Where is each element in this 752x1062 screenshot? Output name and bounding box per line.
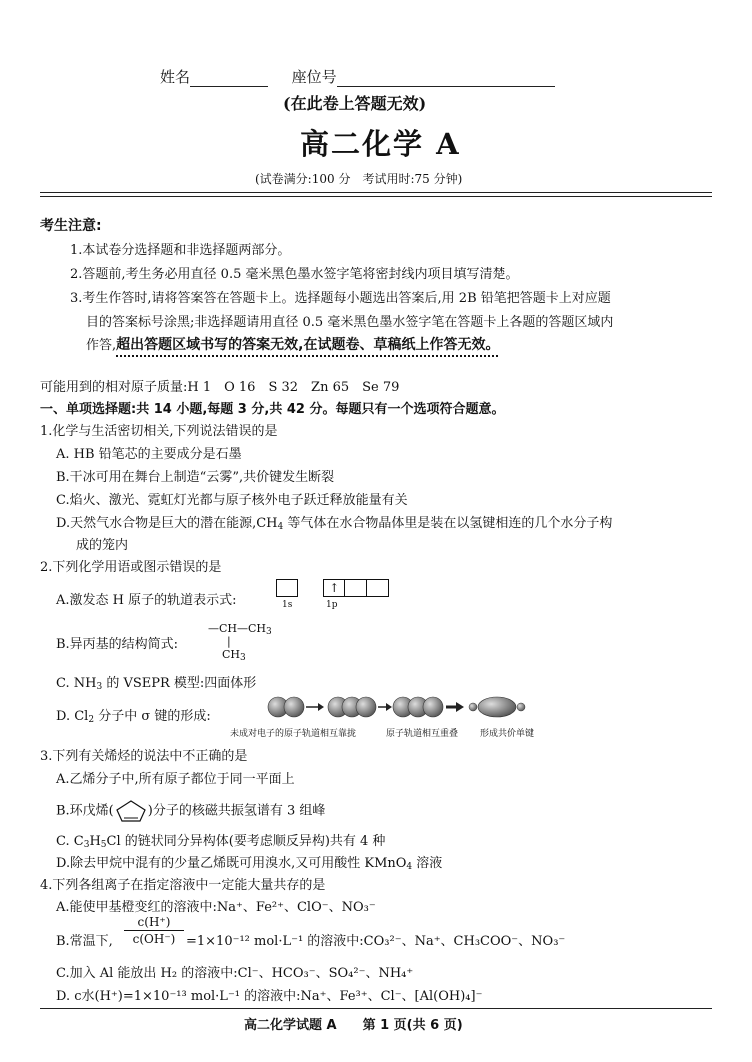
- q2-d-text-1: D. Cl: [56, 709, 89, 724]
- q1-stem: 1.化学与生活密切相关,下列说法错误的是: [40, 424, 278, 439]
- header-rule-bottom: [40, 196, 712, 197]
- q2-c-text-2: 的 VSEPR 模型:四面体形: [102, 676, 257, 691]
- q1-d-text-2: 等气体在水合物晶体里是装在以氢键相连的几个水分子构: [283, 516, 613, 531]
- q2-option-c: [56, 672, 256, 692]
- q1-option-b: B.干冰可用在舞台上制造“云雾”,共价键发生断裂: [56, 470, 335, 485]
- cyclopentene-icon: [114, 799, 148, 823]
- arrow-right-icon: [306, 703, 324, 711]
- q3-c-sub-2: 5: [100, 840, 107, 850]
- q3-c-sub-1: 3: [83, 840, 90, 850]
- q1-option-a: A. HB 铅笔芯的主要成分是石墨: [56, 447, 242, 462]
- sigma-caption-3: 形成共价单键: [480, 729, 535, 739]
- exam-title: 高二化学 A: [300, 127, 461, 161]
- attention-item-3-line1: 3.考生作答时,请将答案答在答题卡上。选择题每小题选出答案后,用 2B 铅笔把答题卡上对应题: [70, 291, 611, 306]
- q1-option-c: C.焰火、激光、霓虹灯光都与原子核外电子跃迁释放能量有关: [56, 493, 408, 508]
- q2-d-sub: 2: [88, 715, 95, 725]
- arrow-right-icon: [446, 702, 464, 712]
- q3-c-text-3: Cl 的链状同分异构体(要考虑顺反异构)共有 4 种: [106, 834, 386, 849]
- fraction-denominator: c(OH⁻): [132, 932, 176, 946]
- approaching-orbitals-icon: [328, 697, 376, 717]
- attention-item-3-lead: 作答,: [86, 338, 117, 353]
- invalid-notice: (在此卷上答题无效): [283, 94, 427, 113]
- orbital-diagram: [276, 579, 389, 597]
- q2-option-a: A.激发态 H 原子的轨道表示式:: [56, 593, 237, 608]
- q3-c-text-1: C. C: [56, 834, 84, 849]
- sigma-caption-1: 未成对电子的原子轨道相互靠拢: [230, 729, 357, 739]
- q4-option-c: C.加入 Al 能放出 H₂ 的溶液中:Cl⁻、HCO₃⁻、SO₄²⁻、NH₄⁺: [56, 966, 414, 981]
- q3-c-text-2: H: [89, 834, 101, 849]
- q3-option-d: [56, 852, 442, 872]
- isopropyl-branch-text: CH: [222, 648, 241, 661]
- single-bond-orbital-icon: [469, 697, 525, 717]
- q4-stem: 4.下列各组离子在指定溶液中一定能大量共存的是: [40, 878, 326, 893]
- spin-up-arrow-icon: ↑: [329, 581, 340, 595]
- q3-option-b: [56, 799, 325, 823]
- q2-option-d: [56, 705, 211, 725]
- attention-item-3-line2: 目的答案标号涂黑;非选择题请用直径 0.5 毫米黑色墨水签字笔在答题卡上各题的答题区域内: [86, 315, 614, 330]
- attention-emphasis: 超出答题区域书写的答案无效,在试题卷、草稿纸上作答无效。: [116, 337, 500, 353]
- orbital-box-1p-3: [367, 579, 389, 597]
- isopropyl-main-sub: 3: [266, 627, 272, 637]
- attention-item-3-line3: [86, 334, 499, 354]
- q1-d-sub: 4: [277, 522, 284, 532]
- q4-option-d: D. c水(H⁺)=1×10⁻¹³ mol·L⁻¹ 的溶液中:Na⁺、Fe³⁺、Cl⁻、[Al(OH)₄]⁻: [56, 989, 483, 1004]
- name-label: 姓名: [160, 68, 191, 86]
- overlapping-orbitals-icon: [393, 697, 443, 717]
- isopropyl-main-chain: —CH—CH: [208, 622, 267, 635]
- q4-b-fraction: [124, 914, 184, 947]
- q3-d-text-2: 溶液: [412, 856, 443, 871]
- attention-item-2: 2.答题前,考生务必用直径 0.5 毫米黑色墨水签字笔将密封线内项目填写清楚。: [70, 267, 519, 282]
- isopropyl-branch-sub: 3: [240, 653, 246, 663]
- q3-d-sub: 4: [406, 862, 413, 872]
- q2-option-b: B.异丙基的结构简式:: [56, 637, 179, 652]
- attention-item-1: 1.本试卷分选择题和非选择题两部分。: [70, 243, 291, 258]
- q3-option-a: A.乙烯分子中,所有原子都位于同一平面上: [56, 772, 295, 787]
- orbital-label-1p: 1p: [326, 600, 338, 610]
- q2-stem: 2.下列化学用语或图示错误的是: [40, 560, 222, 575]
- q3-b-text-1: B.环戊烯(: [56, 803, 114, 819]
- q3-d-text-1: D.除去甲烷中混有的少量乙烯既可用溴水,又可用酸性 KMnO: [56, 856, 407, 871]
- isopropyl-branch: [222, 648, 246, 663]
- q2-c-text-1: C. NH: [56, 676, 97, 691]
- q1-option-d: [56, 512, 612, 532]
- footer-rule: [40, 1008, 712, 1009]
- q4-option-b-rest: =1×10⁻¹² mol·L⁻¹ 的溶液中:CO₃²⁻、Na⁺、CH₃COO⁻、NO₃⁻: [186, 934, 566, 949]
- q1-d-text-1: D.天然气水合物是巨大的潜在能源,CH: [56, 516, 278, 531]
- q2-c-sub: 3: [96, 682, 103, 692]
- orbital-box-1p-2: [345, 579, 367, 597]
- q3-b-text-2: )分子的核磁共振氢谱有 3 组峰: [147, 803, 326, 819]
- seat-label: 座位号: [291, 68, 337, 86]
- orbital-label-1s: 1s: [282, 600, 293, 610]
- q3-stem: 3.下列有关烯烃的说法中不正确的是: [40, 749, 248, 764]
- section-1-heading: 一、单项选择题:共 14 小题,每题 3 分,共 42 分。每题只有一个选项符合题意。: [40, 402, 505, 417]
- q3-option-c: [56, 830, 385, 850]
- sigma-caption-2: 原子轨道相互重叠: [386, 729, 459, 739]
- q4-b-text-1: B.常温下,: [56, 934, 113, 949]
- orbital-box-1s: [276, 579, 298, 597]
- q4-option-b: [56, 930, 113, 949]
- attention-heading: 考生注意:: [40, 218, 102, 234]
- arrow-right-icon: [378, 703, 392, 711]
- isopropyl-bond: |: [227, 635, 231, 648]
- exam-meta: (试卷满分:100 分 考试用时:75 分钟): [255, 172, 463, 186]
- q1-option-d-cont: 成的笼内: [76, 538, 129, 553]
- isopropyl-structure: [208, 622, 272, 637]
- name-field: [160, 66, 555, 87]
- sigma-bond-formation-diagram: [266, 693, 526, 721]
- q4-option-a: A.能使甲基橙变红的溶液中:Na⁺、Fe²⁺、ClO⁻、NO₃⁻: [56, 900, 376, 915]
- q2-d-text-2: 分子中 σ 键的形成:: [94, 709, 211, 724]
- fraction-numerator: c(H⁺): [124, 914, 184, 931]
- page-footer: 高二化学试题 A 第 1 页(共 6 页): [244, 1018, 463, 1033]
- separate-orbitals-icon: [268, 697, 304, 717]
- header-rule-top: [40, 192, 712, 193]
- atomic-masses: 可能用到的相对原子质量:H 1 O 16 S 32 Zn 65 Se 79: [40, 380, 400, 395]
- orbital-box-1p-1: [323, 579, 345, 597]
